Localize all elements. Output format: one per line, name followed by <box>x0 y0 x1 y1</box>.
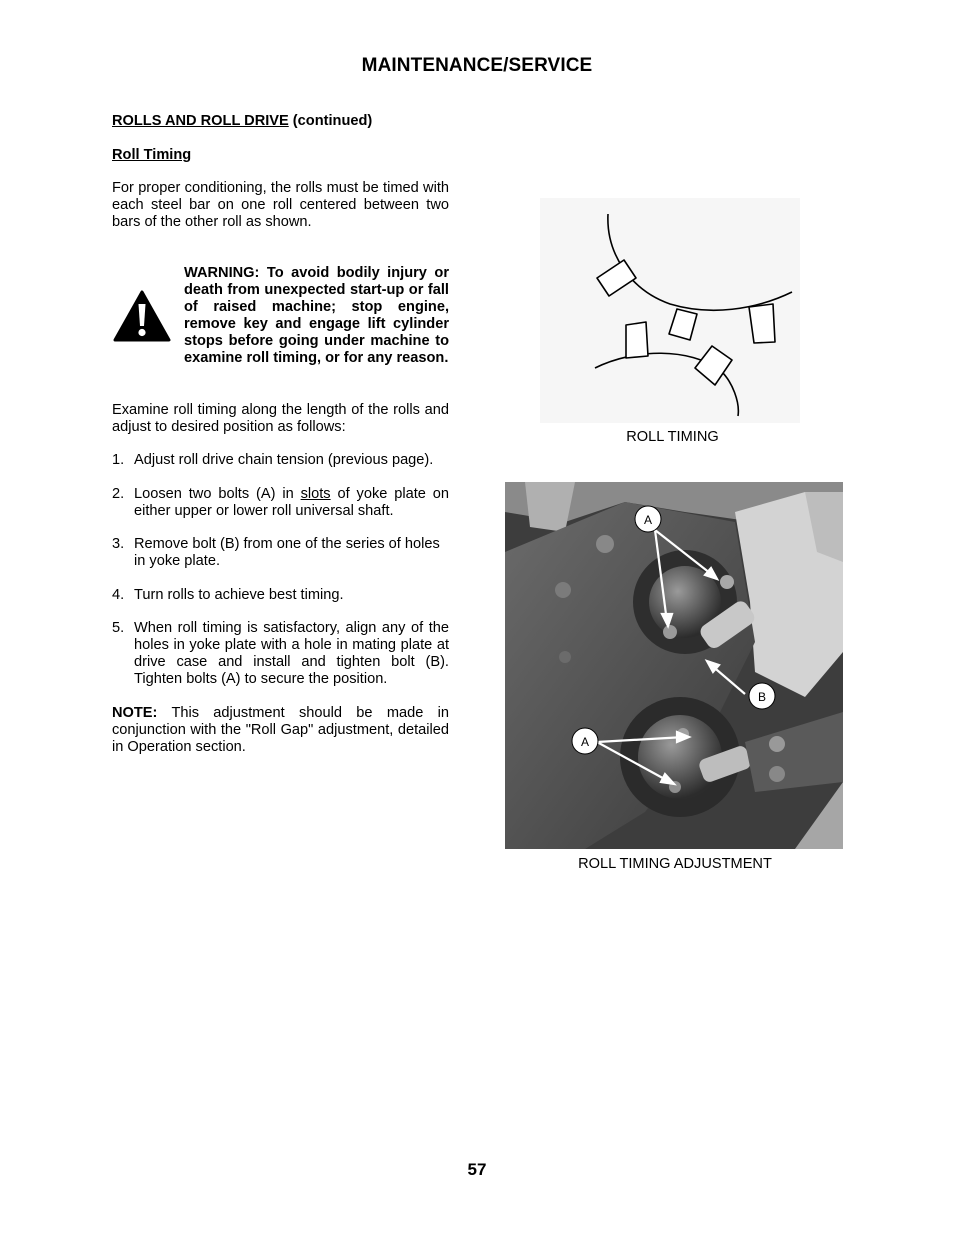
roll-timing-adjustment-caption: ROLL TIMING ADJUSTMENT <box>578 856 772 872</box>
step-5 <box>112 620 449 688</box>
examine-paragraph: Examine roll timing along the length of the rolls and adjust to desired position as follows: <box>112 402 449 435</box>
step-text: Loosen two bolts (A) in slots of yoke plate on either upper or lower roll universal shaft. <box>134 486 449 519</box>
callout-b <box>749 683 775 709</box>
intro-paragraph: For proper conditioning, the rolls must be timed with each steel bar on one roll centered between two bars of the other roll as shown. <box>112 180 449 230</box>
step-text: Turn rolls to achieve best timing. <box>134 587 344 603</box>
warning-text: WARNING: To avoid bodily injury or death from unexpected start-up or fall of raised machine; stop engine, remove key and engage lift cylinder stops before going under machine to examine roll timing, or for any reason. <box>184 265 449 366</box>
step-text: Remove bolt (B) from one of the series of holes in yoke plate. <box>134 536 440 569</box>
slots-term: slots <box>300 486 331 502</box>
svg-text:A: A <box>580 735 590 749</box>
section-heading <box>112 113 372 129</box>
step-number: 2. <box>112 486 125 502</box>
roll-timing-diagram <box>540 198 800 423</box>
page-number: 57 <box>467 1160 487 1179</box>
step-text: Adjust roll drive chain tension (previous page). <box>134 452 434 468</box>
roll-timing-adjustment-photo <box>505 482 843 849</box>
step-number: 1. <box>112 452 125 468</box>
roll-timing-subheading: Roll Timing <box>112 147 192 163</box>
section-heading-suffix: (continued) <box>288 113 373 129</box>
callout-a-lower <box>572 728 598 754</box>
warning-triangle-icon <box>113 290 171 342</box>
callout-a-upper <box>635 506 661 532</box>
step-3 <box>112 536 449 570</box>
svg-text:A: A <box>643 513 653 527</box>
step-number: 3. <box>112 536 125 552</box>
step-text: When roll timing is satisfactory, align any of the holes in yoke plate with a hole in mating plate at drive case and install and tighten bolt (B). Tighten bolts (A) to secure the position. <box>134 620 449 687</box>
section-heading-main: ROLLS AND ROLL DRIVE <box>112 113 289 129</box>
step-1 <box>112 452 449 469</box>
step-4 <box>112 587 449 604</box>
note-label: NOTE: <box>112 705 158 721</box>
note-text: This adjustment should be made in conjunction with the "Roll Gap" adjustment, detailed in Operation section. <box>112 705 449 755</box>
step-2 <box>112 486 449 520</box>
roll-timing-caption: ROLL TIMING <box>626 429 719 445</box>
svg-text:B: B <box>757 690 767 704</box>
page-title: MAINTENANCE/SERVICE <box>361 55 593 76</box>
note-paragraph <box>112 705 449 756</box>
step-number: 4. <box>112 587 125 603</box>
step-number: 5. <box>112 620 125 636</box>
